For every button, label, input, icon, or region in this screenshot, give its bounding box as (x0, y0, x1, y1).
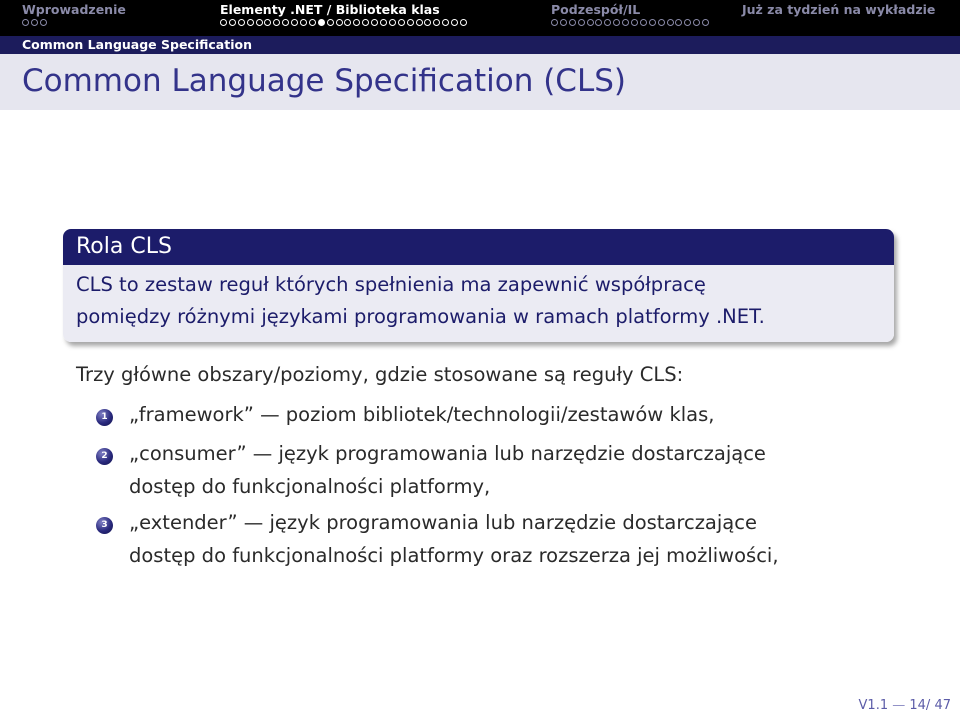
slide-dot[interactable] (416, 19, 423, 26)
nav-section-label: Elementy .NET / Biblioteka klas (220, 2, 440, 17)
slide-dot[interactable] (631, 19, 638, 26)
list-item-line: „consumer” — język programowania lub narzędzie dostarczające (129, 442, 766, 465)
number-bullet-icon: 3 (96, 517, 113, 534)
subsection-title[interactable]: Common Language Specification (22, 37, 252, 52)
nav-slide-dots (22, 19, 47, 26)
slide-dot[interactable] (256, 19, 263, 26)
slide-dot[interactable] (380, 19, 387, 26)
slide-dot[interactable] (451, 19, 458, 26)
slide-dot[interactable] (442, 19, 449, 26)
slide-dot[interactable] (247, 19, 254, 26)
slide-dot[interactable] (424, 19, 431, 26)
list-item-line: „framework” — poziom bibliotek/technologii/zestawów klas, (129, 403, 715, 426)
slide-dot[interactable] (604, 19, 611, 26)
nav-slide-dots (551, 19, 709, 26)
version-label: V1.1 (858, 698, 889, 713)
slide-dot[interactable] (327, 19, 334, 26)
slide-dot[interactable] (344, 19, 351, 26)
definition-block (63, 229, 894, 342)
list-item-line: dostęp do funkcjonalności platformy, (129, 475, 491, 498)
block-body (63, 265, 894, 342)
number-bullet-icon: 2 (96, 448, 113, 465)
slide-dot[interactable] (389, 19, 396, 26)
slide-dot[interactable] (22, 19, 29, 26)
nav-section-label: Wprowadzenie (22, 2, 126, 17)
footer (859, 698, 951, 713)
slide-dot[interactable] (560, 19, 567, 26)
slide-dot[interactable] (640, 19, 647, 26)
slide-dot[interactable] (40, 19, 47, 26)
block-line: pomiędzy różnymi językami programowania w ramach platformy .NET. (76, 305, 765, 328)
list-item-line: dostęp do funkcjonalności platformy oraz rozszerza jej możliwości, (129, 544, 779, 567)
slide-dot[interactable] (282, 19, 289, 26)
slide-dot[interactable] (398, 19, 405, 26)
slide-dot[interactable] (595, 19, 602, 26)
slide-dot[interactable] (220, 19, 227, 26)
slide-dot[interactable] (667, 19, 674, 26)
slide-dot[interactable] (31, 19, 38, 26)
slide-dot[interactable] (353, 19, 360, 26)
slide-dot[interactable] (613, 19, 620, 26)
slide-dot[interactable] (460, 19, 467, 26)
list-item-line: „extender” — język programowania lub narzędzie dostarczające (129, 511, 757, 534)
subsection-bar (0, 36, 960, 54)
slide-dot[interactable] (433, 19, 440, 26)
slide-dot[interactable] (587, 19, 594, 26)
block-line: CLS to zestaw reguł których spełnienia ma zapewnić współpracę (76, 273, 706, 296)
slide-dot[interactable] (658, 19, 665, 26)
nav-section-label: Podzespół/IL (551, 2, 641, 17)
nav-section-label: Już za tydzień na wykładzie (742, 2, 936, 17)
slide-dot[interactable] (702, 19, 709, 26)
slide-dot[interactable] (693, 19, 700, 26)
block-title: Rola CLS (63, 229, 894, 265)
slide-dot[interactable] (407, 19, 414, 26)
slide-dot[interactable] (371, 19, 378, 26)
slide-dot[interactable] (291, 19, 298, 26)
page-number: 14/ 47 (909, 698, 951, 713)
slide-dot[interactable] (675, 19, 682, 26)
number-bullet-icon: 1 (96, 409, 113, 426)
slide-dot[interactable] (300, 19, 307, 26)
slide-dot[interactable] (336, 19, 343, 26)
nav-slide-dots (220, 19, 467, 26)
slide-dot[interactable] (362, 19, 369, 26)
slide-dot[interactable] (229, 19, 236, 26)
slide-dot[interactable] (264, 19, 271, 26)
current-slide-dot[interactable] (318, 19, 325, 26)
navigation-bar (0, 0, 960, 36)
frame-title: Common Language Specification (CLS) (22, 63, 626, 99)
slide-dot[interactable] (649, 19, 656, 26)
footer-separator: — (892, 698, 906, 713)
slide-dot[interactable] (622, 19, 629, 26)
slide-dot[interactable] (309, 19, 316, 26)
slide-dot[interactable] (238, 19, 245, 26)
slide-dot[interactable] (569, 19, 576, 26)
slide-dot[interactable] (273, 19, 280, 26)
slide-dot[interactable] (578, 19, 585, 26)
slide-dot[interactable] (684, 19, 691, 26)
frame-title-bar (0, 54, 960, 110)
slide-dot[interactable] (551, 19, 558, 26)
intro-text: Trzy główne obszary/poziomy, gdzie stosowane są reguły CLS: (76, 363, 684, 386)
